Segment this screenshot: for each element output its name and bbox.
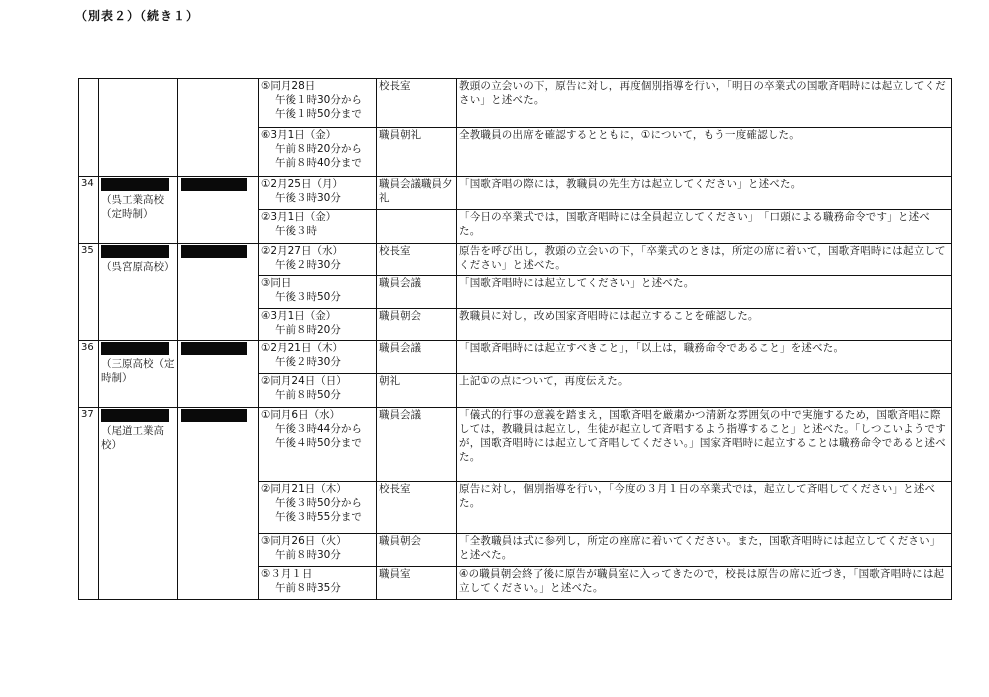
date-cell [259, 244, 377, 276]
place-cell: 校長室 [377, 482, 457, 534]
table-row [79, 408, 952, 482]
date-line: ③同月26日（火） [261, 535, 347, 547]
date-line: 午後３時30分 [275, 192, 341, 204]
school-cell [99, 79, 178, 177]
date-line: ①同月6日（水） [261, 409, 341, 421]
school-cell [99, 244, 178, 341]
date-cell [259, 276, 377, 309]
date-line: 午後３時 [275, 225, 317, 237]
page-header: （別表２）（続き１） [75, 9, 200, 23]
redaction-box [101, 342, 169, 355]
content-cell: 「国歌斉唱時には起立すべきこと」，「以上は，職務命令であること」を述べた。 [457, 341, 952, 374]
date-line: 午前８時20分 [275, 324, 341, 336]
date-cell [259, 210, 377, 244]
date-cell [259, 408, 377, 482]
content-cell: 「全教職員は式に参列し，所定の座席に着いてください。また，国歌斉唱時には起立してください」と述べた。 [457, 534, 952, 567]
content-cell: 原告に対し，個別指導を行い，「今度の３月１日の卒業式では，起立して斉唱してください」と述べた。 [457, 482, 952, 534]
content-cell: 「今日の卒業式では，国歌斉唱時には全員起立してください」 「口頭による職務命令です」と述べた。 [457, 210, 952, 244]
record-number [79, 79, 99, 177]
date-line: ①2月21日（木） [261, 342, 343, 354]
redaction-box [181, 178, 247, 191]
record-number: 34 [79, 177, 99, 244]
record-number: 36 [79, 341, 99, 408]
content-cell: 教職員に対し，改め国家斉唱時には起立することを確認した。 [457, 309, 952, 341]
place-cell: 職員会議 [377, 276, 457, 309]
date-line: 午後３時55分まで [275, 511, 362, 523]
table-row [79, 79, 952, 128]
date-line: 午後２時30分 [275, 356, 341, 368]
school-name: （三原高校（定時制） [101, 358, 175, 384]
date-line: 午前８時50分 [275, 389, 341, 401]
date-line: 午前８時30分 [275, 549, 341, 561]
record-number: 35 [79, 244, 99, 341]
date-cell [259, 79, 377, 128]
date-line: 午後１時30分から [275, 94, 362, 106]
redaction-box [101, 178, 169, 191]
place-cell: 職員朝会 [377, 309, 457, 341]
place-cell: 職員会議職員夕礼 [377, 177, 457, 210]
record-number: 37 [79, 408, 99, 600]
name-cell [178, 177, 259, 244]
place-cell: 職員室 [377, 567, 457, 600]
place-cell: 職員朝礼 [377, 128, 457, 177]
school-name: （呉工業高校（定時制） [101, 194, 164, 220]
content-cell: 原告を呼び出し，教頭の立会いの下，「卒業式のときは，所定の席に着いて，国歌斉唱時には起立してください」と述べた。 [457, 244, 952, 276]
date-line: 午後１時50分まで [275, 108, 362, 120]
school-cell [99, 177, 178, 244]
redaction-box [181, 342, 247, 355]
name-cell [178, 79, 259, 177]
content-cell: ④の職員朝会終了後に原告が職員室に入ってきたので，校長は原告の席に近づき，「国歌斉唱時には起立してください。」と述べた。 [457, 567, 952, 600]
document-table [78, 78, 952, 600]
date-cell [259, 341, 377, 374]
place-cell: 職員朝会 [377, 534, 457, 567]
content-cell: 上記①の点について，再度伝えた。 [457, 374, 952, 408]
date-cell [259, 482, 377, 534]
place-cell [377, 210, 457, 244]
date-line: ⑤同月28日 [261, 80, 316, 92]
content-cell: 教頭の立会いの下，原告に対し，再度個別指導を行い，「明日の卒業式の国歌斉唱時には起立してください」と述べた。 [457, 79, 952, 128]
name-cell [178, 244, 259, 341]
date-cell [259, 128, 377, 177]
place-cell: 職員会議 [377, 408, 457, 482]
date-line: 午後２時30分 [275, 259, 341, 271]
date-line: ⑥3月1日（金） [261, 129, 337, 141]
date-line: ⑤３月１日 [261, 568, 313, 580]
school-cell [99, 341, 178, 408]
date-line: 午後３時50分から [275, 497, 362, 509]
place-cell: 職員会議 [377, 341, 457, 374]
redaction-box [101, 409, 169, 422]
name-cell [178, 341, 259, 408]
date-line: ②同月21日（木） [261, 483, 347, 495]
name-cell [178, 408, 259, 600]
place-cell: 朝礼 [377, 374, 457, 408]
place-cell: 校長室 [377, 79, 457, 128]
place-cell: 校長室 [377, 244, 457, 276]
school-name: （尾道工業高校） [101, 425, 164, 451]
date-line: ③同日 [261, 277, 292, 289]
content-cell: 全教職員の出席を確認するとともに，①について，もう一度確認した。 [457, 128, 952, 177]
date-cell [259, 534, 377, 567]
redaction-box [101, 245, 169, 258]
redaction-box [181, 409, 247, 422]
redaction-box [181, 245, 247, 258]
date-line: ①2月25日（月） [261, 178, 343, 190]
table-row [79, 177, 952, 210]
date-line: 午後３時44分から [275, 423, 362, 435]
date-cell [259, 374, 377, 408]
date-line: ②3月1日（金） [261, 211, 337, 223]
date-cell [259, 177, 377, 210]
date-line: 午後４時50分まで [275, 437, 362, 449]
content-cell: 「国歌斉唱の際には，教職員の先生方は起立してください」と述べた。 [457, 177, 952, 210]
date-line: ②同月24日（日） [261, 375, 347, 387]
school-name: （呉宮原高校） [101, 261, 175, 273]
content-cell: 「儀式的行事の意義を踏まえ，国歌斉唱を厳粛かつ清新な雰囲気の中で実施するため，国歌斉唱に際しては，教職員は起立し，生徒が起立して斉唱するよう指導すること」と述べた。「しつこいようですが，国歌斉唱時には起立して斉唱してください。」国家斉唱時に起立することは職務命令であると述べた。 [457, 408, 952, 482]
date-cell [259, 309, 377, 341]
table-row [79, 244, 952, 276]
date-line: 午前８時35分 [275, 582, 341, 594]
school-cell [99, 408, 178, 600]
date-line: ④3月1日（金） [261, 310, 337, 322]
date-line: 午前８時20分から [275, 143, 362, 155]
date-cell [259, 567, 377, 600]
content-cell: 「国歌斉唱時には起立してください」と述べた。 [457, 276, 952, 309]
table-row [79, 341, 952, 374]
date-line: 午前８時40分まで [275, 157, 362, 169]
date-line: 午後３時50分 [275, 291, 341, 303]
date-line: ②2月27日（水） [261, 245, 343, 257]
